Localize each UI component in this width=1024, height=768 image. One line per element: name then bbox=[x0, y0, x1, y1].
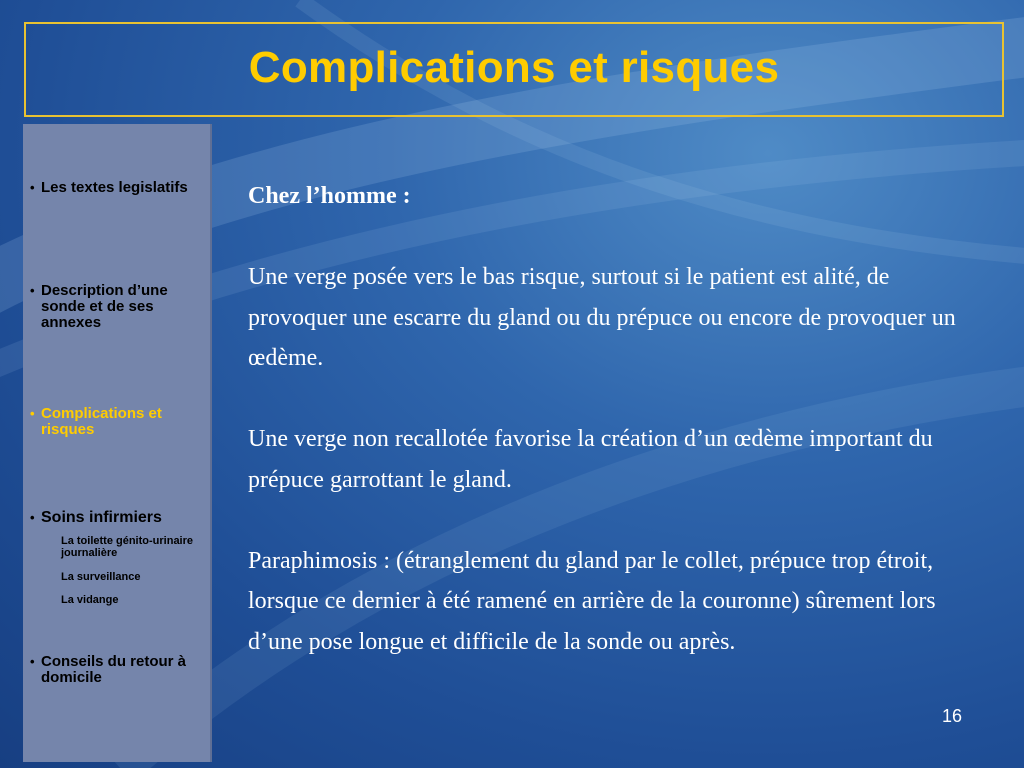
page-number: 16 bbox=[941, 706, 962, 726]
bullet-icon: • bbox=[30, 510, 35, 525]
content-heading: Chez l’homme : bbox=[248, 183, 411, 209]
bullet-icon: • bbox=[30, 654, 35, 669]
sidebar-item-complications-risques[interactable] bbox=[30, 406, 205, 438]
sidebar-item-label: Soins infirmiers bbox=[41, 509, 162, 526]
sidebar-subitem-surveillance[interactable]: La surveillance bbox=[61, 571, 141, 583]
sidebar-item-soins-infirmiers[interactable] bbox=[30, 510, 205, 526]
sidebar-subitem-toilette[interactable]: La toilette génito-urinaire journalière bbox=[61, 535, 194, 559]
sidebar-item-description-sonde[interactable] bbox=[30, 283, 205, 331]
content-paragraph: Une verge non recallotée favorise la création d’un œdème important du prépuce garrottant le gland. bbox=[248, 426, 933, 493]
spacer bbox=[248, 379, 958, 420]
slide-title: Complications et risques bbox=[248, 42, 780, 92]
spacer bbox=[248, 500, 958, 541]
sidebar-item-label: Complications et risques bbox=[41, 405, 162, 438]
sidebar-subitem-vidange[interactable]: La vidange bbox=[61, 594, 119, 606]
sidebar-item-conseils-domicile[interactable] bbox=[30, 654, 205, 686]
sidebar-item-textes-legislatifs[interactable] bbox=[30, 180, 205, 196]
bullet-icon: • bbox=[30, 406, 35, 421]
slide-body bbox=[248, 176, 958, 662]
spacer bbox=[248, 217, 958, 258]
content-paragraph: Une verge posée vers le bas risque, surtout si le patient est alité, de provoquer une escarre du gland ou du prépuce ou encore de provoquer un œdème. bbox=[248, 264, 956, 371]
bullet-icon: • bbox=[30, 180, 35, 195]
title-frame bbox=[24, 22, 1004, 117]
sidebar-nav bbox=[23, 124, 212, 762]
sidebar-item-label: Conseils du retour à domicile bbox=[41, 653, 187, 686]
bullet-icon: • bbox=[30, 283, 35, 298]
sidebar-item-label: Les textes legislatifs bbox=[41, 179, 188, 196]
sidebar-item-label: Description d’une sonde et de ses annexes bbox=[41, 282, 168, 331]
content-paragraph: Paraphimosis : (étranglement du gland par le collet, prépuce trop étroit, lorsque ce dernier à été ramené en arrière de la couronne) sûrement lors d’une pose longue et difficile de la sonde ou après. bbox=[248, 547, 936, 655]
